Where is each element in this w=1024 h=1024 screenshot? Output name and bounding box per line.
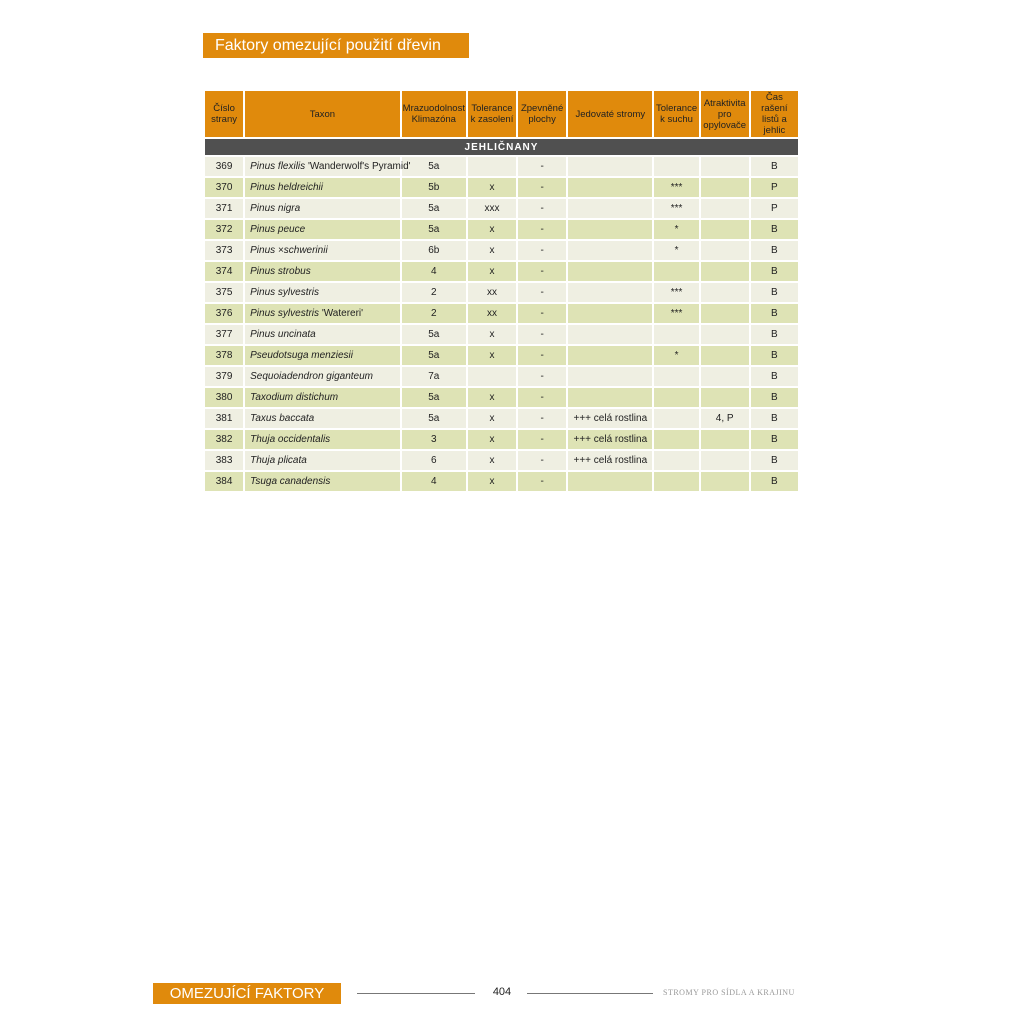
taxon-name: Thuja plicata bbox=[250, 455, 307, 466]
table-row bbox=[205, 241, 798, 260]
footer-chapter-label: OMEZUJÍCÍ FAKTORY bbox=[153, 983, 341, 1004]
taxon-name: Pinus flexilis bbox=[250, 161, 306, 172]
cell-pollinators bbox=[701, 430, 749, 449]
cell-paved-surfaces: - bbox=[518, 241, 566, 260]
cell-toxic bbox=[568, 472, 652, 491]
cell-budburst: B bbox=[751, 157, 798, 176]
cell-hardiness: 5a bbox=[402, 388, 466, 407]
taxon-name: Pinus strobus bbox=[250, 266, 311, 277]
cell-pollinators bbox=[701, 367, 749, 386]
cell-toxic: +++ celá rostlina bbox=[568, 409, 652, 428]
cell-hardiness: 6 bbox=[402, 451, 466, 470]
taxon-name: Taxus baccata bbox=[250, 413, 315, 424]
cell-budburst: B bbox=[751, 304, 798, 323]
cell-salt-tolerance: x bbox=[468, 241, 516, 260]
taxon-name: Tsuga canadensis bbox=[250, 476, 331, 487]
taxon-name: Pinus sylvestris bbox=[250, 308, 320, 319]
cell-hardiness: 5a bbox=[402, 220, 466, 239]
species-table bbox=[203, 89, 800, 493]
cell-page-number: 379 bbox=[205, 367, 243, 386]
cell-taxon bbox=[245, 346, 400, 365]
cell-drought-tolerance bbox=[654, 409, 698, 428]
cell-pollinators bbox=[701, 304, 749, 323]
cell-page-number: 382 bbox=[205, 430, 243, 449]
cell-budburst: P bbox=[751, 199, 798, 218]
cell-salt-tolerance: x bbox=[468, 430, 516, 449]
cell-page-number: 374 bbox=[205, 262, 243, 281]
cell-pollinators bbox=[701, 199, 749, 218]
header-hardiness: Mrazuodolnost Klimazóna bbox=[402, 91, 466, 137]
table-row bbox=[205, 262, 798, 281]
cell-paved-surfaces: - bbox=[518, 262, 566, 281]
cultivar-name: 'Watereri' bbox=[321, 308, 364, 319]
section-row bbox=[205, 139, 798, 155]
cell-taxon bbox=[245, 199, 400, 218]
cell-paved-surfaces: - bbox=[518, 451, 566, 470]
cell-drought-tolerance: * bbox=[654, 346, 698, 365]
cell-taxon bbox=[245, 472, 400, 491]
cell-salt-tolerance: x bbox=[468, 388, 516, 407]
table-row bbox=[205, 325, 798, 344]
cell-page-number: 383 bbox=[205, 451, 243, 470]
section-label: JEHLIČNANY bbox=[205, 139, 798, 155]
cell-toxic bbox=[568, 157, 652, 176]
header-salt-tolerance: Tolerance k zasolení bbox=[468, 91, 516, 137]
cell-hardiness: 5a bbox=[402, 199, 466, 218]
cell-paved-surfaces: - bbox=[518, 220, 566, 239]
cell-page-number: 376 bbox=[205, 304, 243, 323]
footer-page-number: 404 bbox=[492, 986, 512, 998]
cell-taxon bbox=[245, 262, 400, 281]
cell-salt-tolerance: x bbox=[468, 325, 516, 344]
cell-hardiness: 4 bbox=[402, 262, 466, 281]
cell-paved-surfaces: - bbox=[518, 388, 566, 407]
cell-toxic bbox=[568, 262, 652, 281]
cell-toxic bbox=[568, 346, 652, 365]
taxon-name: Pinus peuce bbox=[250, 224, 306, 235]
cell-drought-tolerance bbox=[654, 451, 698, 470]
cell-salt-tolerance: x bbox=[468, 220, 516, 239]
cell-budburst: B bbox=[751, 283, 798, 302]
cell-paved-surfaces: - bbox=[518, 472, 566, 491]
cell-page-number: 372 bbox=[205, 220, 243, 239]
cell-hardiness: 5a bbox=[402, 346, 466, 365]
cell-pollinators bbox=[701, 262, 749, 281]
cell-hardiness: 7a bbox=[402, 367, 466, 386]
cell-drought-tolerance: * bbox=[654, 220, 698, 239]
cell-hardiness: 4 bbox=[402, 472, 466, 491]
cell-salt-tolerance: x bbox=[468, 451, 516, 470]
cell-toxic bbox=[568, 199, 652, 218]
cell-pollinators bbox=[701, 472, 749, 491]
cell-pollinators bbox=[701, 241, 749, 260]
cell-page-number: 373 bbox=[205, 241, 243, 260]
cell-paved-surfaces: - bbox=[518, 409, 566, 428]
cell-toxic: +++ celá rostlina bbox=[568, 451, 652, 470]
cell-pollinators bbox=[701, 388, 749, 407]
cell-paved-surfaces: - bbox=[518, 178, 566, 197]
cell-budburst: B bbox=[751, 388, 798, 407]
cell-salt-tolerance: x bbox=[468, 178, 516, 197]
cell-toxic bbox=[568, 388, 652, 407]
cell-page-number: 381 bbox=[205, 409, 243, 428]
table-row bbox=[205, 367, 798, 386]
cell-paved-surfaces: - bbox=[518, 325, 566, 344]
footer-divider-left bbox=[357, 993, 475, 994]
cell-hardiness: 5a bbox=[402, 325, 466, 344]
cell-salt-tolerance bbox=[468, 157, 516, 176]
cell-hardiness: 5a bbox=[402, 157, 466, 176]
cell-taxon bbox=[245, 157, 411, 176]
cell-pollinators bbox=[701, 283, 749, 302]
table-row bbox=[205, 388, 798, 407]
cell-toxic bbox=[568, 367, 652, 386]
footer-divider-right bbox=[527, 993, 653, 994]
cell-drought-tolerance: * bbox=[654, 241, 698, 260]
cell-drought-tolerance: *** bbox=[654, 283, 698, 302]
cell-taxon bbox=[245, 304, 400, 323]
cell-budburst: B bbox=[751, 409, 798, 428]
cell-page-number: 380 bbox=[205, 388, 243, 407]
cell-drought-tolerance bbox=[654, 430, 698, 449]
cell-hardiness: 5a bbox=[402, 409, 466, 428]
table-row bbox=[205, 304, 798, 323]
cell-salt-tolerance: x bbox=[468, 262, 516, 281]
taxon-name: Thuja occidentalis bbox=[250, 434, 331, 445]
table-row bbox=[205, 199, 798, 218]
cell-toxic bbox=[568, 304, 652, 323]
cell-budburst: B bbox=[751, 472, 798, 491]
table-row bbox=[205, 220, 798, 239]
cell-taxon bbox=[245, 367, 400, 386]
cell-page-number: 377 bbox=[205, 325, 243, 344]
cell-drought-tolerance bbox=[654, 388, 698, 407]
cell-page-number: 371 bbox=[205, 199, 243, 218]
table-row bbox=[205, 157, 798, 176]
cell-page-number: 384 bbox=[205, 472, 243, 491]
taxon-name: Pinus uncinata bbox=[250, 329, 316, 340]
cell-hardiness: 2 bbox=[402, 283, 466, 302]
cell-budburst: B bbox=[751, 346, 798, 365]
header-budburst-time: Čas rašení listů a jehlic bbox=[751, 91, 798, 137]
cell-page-number: 369 bbox=[205, 157, 243, 176]
cell-pollinators bbox=[701, 157, 749, 176]
cell-paved-surfaces: - bbox=[518, 346, 566, 365]
cell-hardiness: 5b bbox=[402, 178, 466, 197]
cell-budburst: B bbox=[751, 241, 798, 260]
header-toxic-trees: Jedovaté stromy bbox=[568, 91, 652, 137]
cell-salt-tolerance bbox=[468, 367, 516, 386]
table-row bbox=[205, 451, 798, 470]
taxon-name: Sequoiadendron giganteum bbox=[250, 371, 374, 382]
cell-budburst: B bbox=[751, 325, 798, 344]
footer-publication-title: STROMY PRO SÍDLA A KRAJINU bbox=[663, 988, 795, 997]
cell-paved-surfaces: - bbox=[518, 367, 566, 386]
taxon-name: Pinus sylvestris bbox=[250, 287, 320, 298]
cell-drought-tolerance bbox=[654, 157, 698, 176]
cell-salt-tolerance: xx bbox=[468, 304, 516, 323]
cell-budburst: P bbox=[751, 178, 798, 197]
cell-drought-tolerance bbox=[654, 262, 698, 281]
cell-budburst: B bbox=[751, 430, 798, 449]
cell-budburst: B bbox=[751, 451, 798, 470]
cell-toxic: +++ celá rostlina bbox=[568, 430, 652, 449]
cell-drought-tolerance: *** bbox=[654, 199, 698, 218]
cell-page-number: 375 bbox=[205, 283, 243, 302]
cell-page-number: 378 bbox=[205, 346, 243, 365]
cell-salt-tolerance: x bbox=[468, 409, 516, 428]
cell-drought-tolerance bbox=[654, 325, 698, 344]
cell-taxon bbox=[245, 220, 400, 239]
cell-paved-surfaces: - bbox=[518, 199, 566, 218]
cultivar-name: 'Wanderwolf's Pyramid' bbox=[307, 161, 411, 172]
cell-taxon bbox=[245, 430, 400, 449]
taxon-name: Taxodium distichum bbox=[250, 392, 339, 403]
page-title: Faktory omezující použití dřevin bbox=[203, 33, 469, 58]
taxon-name: Pinus ×schwerinii bbox=[250, 245, 328, 256]
cell-pollinators bbox=[701, 451, 749, 470]
cell-toxic bbox=[568, 220, 652, 239]
cell-salt-tolerance: x bbox=[468, 472, 516, 491]
cell-hardiness: 6b bbox=[402, 241, 466, 260]
cell-taxon bbox=[245, 178, 400, 197]
cell-drought-tolerance bbox=[654, 472, 698, 491]
cell-drought-tolerance: *** bbox=[654, 178, 698, 197]
taxon-name: Pseudotsuga menziesii bbox=[250, 350, 353, 361]
header-paved-surfaces: Zpevněné plochy bbox=[518, 91, 566, 137]
cell-salt-tolerance: xxx bbox=[468, 199, 516, 218]
cell-pollinators bbox=[701, 346, 749, 365]
cell-pollinators: 4, P bbox=[701, 409, 749, 428]
header-taxon: Taxon bbox=[245, 91, 400, 137]
cell-drought-tolerance bbox=[654, 367, 698, 386]
cell-taxon bbox=[245, 409, 400, 428]
header-drought-tolerance: Tolerance k suchu bbox=[654, 91, 698, 137]
cell-toxic bbox=[568, 325, 652, 344]
cell-toxic bbox=[568, 241, 652, 260]
cell-taxon bbox=[245, 388, 400, 407]
table-row bbox=[205, 430, 798, 449]
table-row bbox=[205, 346, 798, 365]
cell-pollinators bbox=[701, 325, 749, 344]
table-row bbox=[205, 178, 798, 197]
cell-taxon bbox=[245, 241, 400, 260]
cell-taxon bbox=[245, 451, 400, 470]
cell-toxic bbox=[568, 283, 652, 302]
table-row bbox=[205, 283, 798, 302]
cell-toxic bbox=[568, 178, 652, 197]
cell-pollinators bbox=[701, 220, 749, 239]
taxon-name: Pinus heldreichii bbox=[250, 182, 323, 193]
taxon-name: Pinus nigra bbox=[250, 203, 301, 214]
table-header-row bbox=[205, 91, 798, 137]
cell-hardiness: 3 bbox=[402, 430, 466, 449]
cell-budburst: B bbox=[751, 367, 798, 386]
header-page-number: Číslo strany bbox=[205, 91, 243, 137]
cell-salt-tolerance: x bbox=[468, 346, 516, 365]
header-pollinator-attractiveness: Atraktivita pro opylovače bbox=[701, 91, 749, 137]
cell-salt-tolerance: xx bbox=[468, 283, 516, 302]
cell-page-number: 370 bbox=[205, 178, 243, 197]
cell-paved-surfaces: - bbox=[518, 430, 566, 449]
table-row bbox=[205, 409, 798, 428]
cell-pollinators bbox=[701, 178, 749, 197]
cell-budburst: B bbox=[751, 262, 798, 281]
cell-paved-surfaces: - bbox=[518, 283, 566, 302]
cell-paved-surfaces: - bbox=[518, 304, 566, 323]
table-row bbox=[205, 472, 798, 491]
cell-taxon bbox=[245, 283, 400, 302]
cell-taxon bbox=[245, 325, 400, 344]
cell-paved-surfaces: - bbox=[518, 157, 566, 176]
cell-hardiness: 2 bbox=[402, 304, 466, 323]
cell-budburst: B bbox=[751, 220, 798, 239]
cell-drought-tolerance: *** bbox=[654, 304, 698, 323]
